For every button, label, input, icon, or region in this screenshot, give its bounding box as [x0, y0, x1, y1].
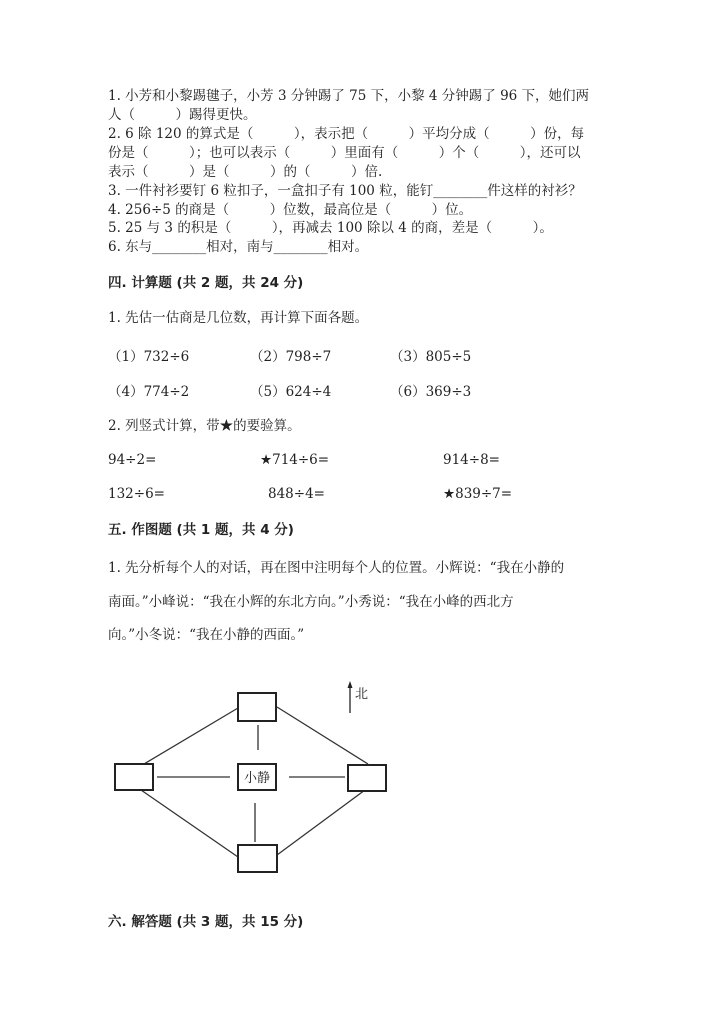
fill-blank-line: 表示（ ）是（ ）的（ ）倍. — [108, 164, 383, 180]
calc-item: 94÷2= — [108, 452, 157, 468]
calc-item: ★839÷7= — [443, 486, 513, 502]
diagram-edge — [277, 790, 365, 855]
section-heading: 五. 作图题 (共 1 题，共 4 分) — [108, 522, 294, 538]
fill-blank-line: 人（ ）踢得更快。 — [108, 107, 257, 123]
section-heading: 四. 计算题 (共 2 题，共 24 分) — [108, 275, 304, 291]
fill-blank-line: 4. 256÷5 的商是（ ）位数，最高位是（ ）位。 — [108, 202, 473, 218]
calc-item: （2）798÷7 — [250, 349, 332, 365]
diagram-edge — [277, 707, 368, 764]
question-text: 2. 列竖式计算，带★的要验算。 — [108, 418, 301, 434]
arrowhead-icon — [348, 681, 353, 688]
fill-blank-line: 2. 6 除 120 的算式是（ ），表示把（ ）平均分成（ ）份，每 — [108, 126, 585, 142]
calc-item: （6）369÷3 — [390, 384, 472, 400]
calc-item: 848÷4= — [268, 486, 325, 502]
question-text: 向。”小冬说：“我在小静的西面。” — [108, 627, 305, 643]
fill-blank-line: 3. 一件衬衫要钉 6 粒扣子，一盒扣子有 100 粒，能钉________件这样的衬衫？ — [108, 183, 582, 199]
fill-blank-line: 份是（ ）；也可以表示（ ）里面有（ ）个（ ），还可以 — [108, 145, 581, 161]
question-text: 南面。”小峰说：“我在小辉的东北方向。”小秀说：“我在小峰的西北方 — [108, 594, 514, 610]
diagram-edge — [144, 708, 238, 764]
calc-item: （3）805÷5 — [390, 349, 472, 365]
question-text: 1. 先分析每个人的对话，再在图中注明每个人的位置。小辉说：“我在小静的 — [108, 560, 565, 576]
fill-blank-line: 6. 东与________相对，南与________相对。 — [108, 239, 369, 255]
calc-item: ★714÷6= — [260, 452, 330, 468]
south-box — [238, 845, 277, 872]
calc-item: （1）732÷6 — [108, 349, 190, 365]
calc-item: （4）774÷2 — [108, 384, 190, 400]
calc-item: 914÷8= — [443, 452, 500, 468]
fill-blank-line: 5. 25 与 3 的积是（ ），再减去 100 除以 4 的商，差是（ ）。 — [108, 220, 553, 236]
calc-item: （5）624÷4 — [250, 384, 332, 400]
north-label: 北 — [355, 687, 369, 702]
north-box — [238, 693, 276, 721]
fill-blank-line: 1. 小芳和小黎踢毽子，小芳 3 分钟踢了 75 下，小黎 4 分钟踢了 96 下，她们两 — [108, 88, 590, 104]
center-label: 小静 — [243, 771, 271, 786]
west-box — [115, 764, 153, 790]
section-heading: 六. 解答题 (共 3 题，共 15 分) — [108, 914, 304, 930]
east-box — [348, 765, 386, 791]
diagram-edge — [141, 790, 238, 857]
question-text: 1. 先估一估商是几位数，再计算下面各题。 — [108, 310, 369, 326]
calc-item: 132÷6= — [108, 486, 165, 502]
